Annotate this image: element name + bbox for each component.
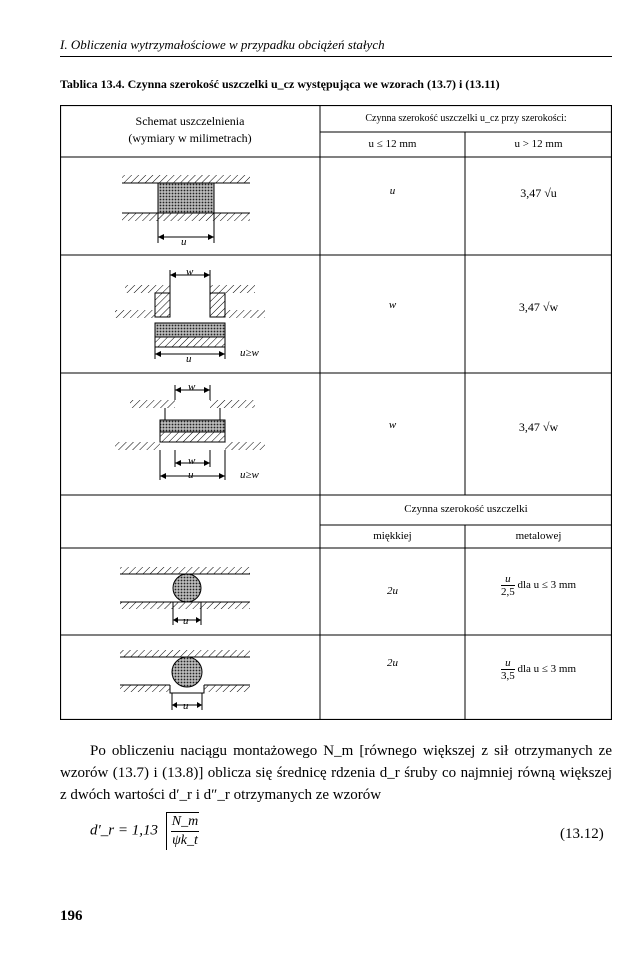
header-u-le-12: u ≤ 12 mm xyxy=(368,138,417,150)
row5-metal xyxy=(465,657,612,682)
table-caption: Tablica 13.4. Czynna szerokość uszczelki u_cz występująca we wzorach (13.7) i (13.11) xyxy=(60,77,500,91)
formula-lhs: d′_r = 1,13 xyxy=(90,822,158,839)
dim-label-w: w xyxy=(188,381,196,393)
dim-label-u-ge-w: u≥w xyxy=(240,347,259,359)
formula-numerator: N_m xyxy=(171,813,199,832)
row2-value2: 3,47 √w xyxy=(518,300,559,314)
dim-label-u-ge-w: u≥w xyxy=(240,469,259,481)
row4-metal xyxy=(465,573,612,598)
formula-fraction xyxy=(171,813,199,850)
header-rule xyxy=(60,56,612,57)
header-soft: miękkiej xyxy=(373,530,412,542)
row1-value2: 3,47 √u xyxy=(520,186,557,200)
fraction xyxy=(501,657,515,682)
diagram-flat-gasket xyxy=(122,175,250,243)
header-schema xyxy=(60,113,320,147)
paragraph-text: Po obliczeniu naciągu montażowego N_m [równego większej z sił otrzymanych ze wzorów (13.7) i (13.8)] oblicza się średnicę rdzenia d_r śruby co najmniej równą większej z dwóch wartości d′_r i d″_r otrzymanych ze wzorów xyxy=(60,743,612,803)
condition: dla u ≤ 3 mm xyxy=(517,663,577,676)
equation-number: (13.12) xyxy=(560,826,604,842)
fraction-numerator: u xyxy=(501,657,515,670)
row2-value1: w xyxy=(388,299,397,311)
running-header: I. Obliczenia wytrzymałościowe w przypadku obciążeń stałych xyxy=(60,37,385,52)
row3-value1: w xyxy=(388,419,397,431)
row5-soft: 2u xyxy=(387,657,398,669)
sqrt-radicand xyxy=(166,812,199,850)
header-width-2: Czynna szerokość uszczelki xyxy=(404,503,528,515)
row1-value1: u xyxy=(389,185,396,197)
header-schema-line1: Schemat uszczelnienia xyxy=(135,114,245,128)
fraction-denominator: 3,5 xyxy=(500,670,515,682)
fraction-denominator: 2,5 xyxy=(500,586,515,598)
formula-denominator: ψk_t xyxy=(172,833,198,848)
condition: dla u ≤ 3 mm xyxy=(517,579,577,592)
dim-label-u: u xyxy=(186,353,192,365)
header-schema-line2: (wymiary w milimetrach) xyxy=(128,131,252,145)
dim-label-u: u xyxy=(183,615,189,627)
dim-label-u: u xyxy=(188,469,194,481)
dim-label-u: u xyxy=(183,700,189,712)
page-number: 196 xyxy=(60,908,83,924)
header-width: Czynna szerokość uszczelki u_cz przy szerokości: xyxy=(365,113,567,124)
fraction xyxy=(501,573,515,598)
dim-label-w: w xyxy=(188,455,196,467)
header-u-gt-12: u > 12 mm xyxy=(514,138,563,150)
fraction-numerator: u xyxy=(501,573,515,586)
dim-label-w: w xyxy=(186,266,194,278)
row3-value2: 3,47 √w xyxy=(518,420,559,434)
header-metal: metalowej xyxy=(515,530,562,542)
gasket-table xyxy=(60,105,612,720)
formula xyxy=(90,812,199,850)
row4-soft: 2u xyxy=(387,585,398,597)
dim-label-u: u xyxy=(181,236,187,248)
body-paragraph xyxy=(60,740,612,806)
